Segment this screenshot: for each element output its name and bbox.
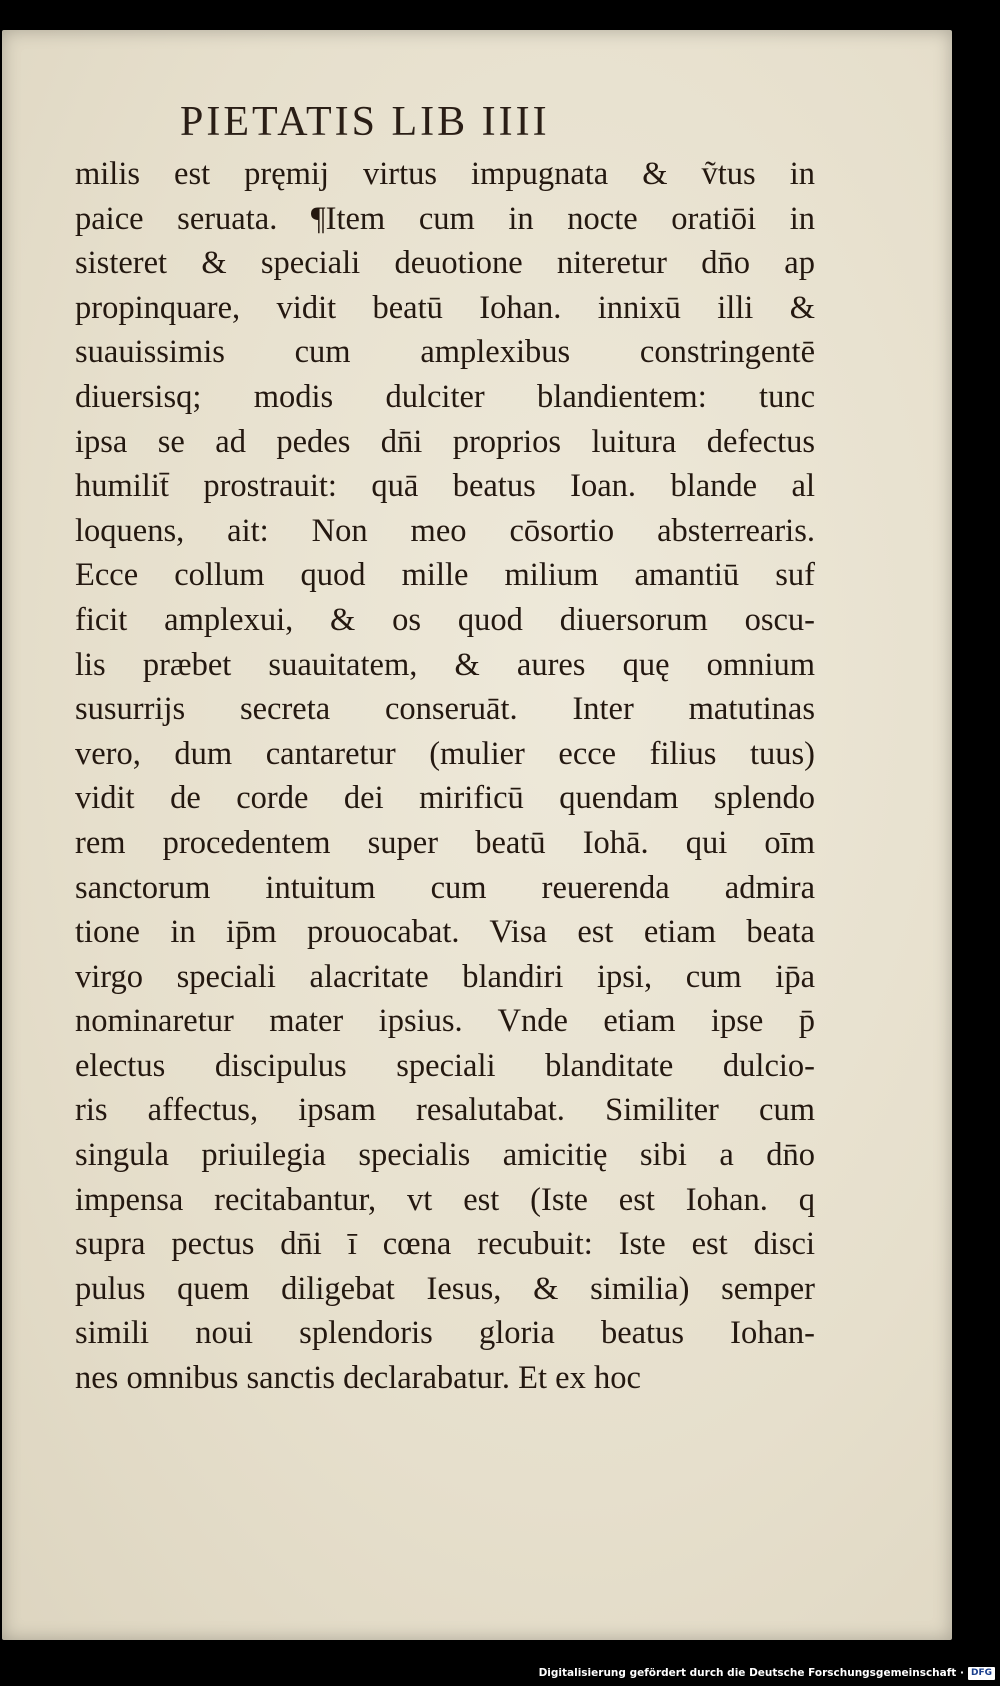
text-line: sisteret & speciali deuotione niteretur dn̄o ap: [75, 245, 815, 282]
text-line: vero, dum cantaretur (mulier ecce filius tuus): [75, 735, 815, 772]
text-line: electus discipulus speciali blanditate dulcio-: [75, 1047, 815, 1084]
text-line: impensa recitabantur, vt est (Iste est Iohan. q: [75, 1181, 815, 1218]
text-line: milis est pręmij virtus impugnata & ṽtus in: [75, 156, 815, 192]
text-line: loquens, ait: Non meo cōsortio absterrearis.: [75, 512, 815, 549]
text-line: susurrijs secreta conseruāt. Inter matutinas: [75, 691, 815, 728]
dfg-logo-icon: DFG: [968, 1667, 995, 1680]
text-line: singula priuilegia specialis amicitię sibi a dn̄o: [75, 1137, 815, 1174]
text-line: supra pectus dn̄i ī cœna recubuit: Iste est disci: [75, 1226, 815, 1263]
credit-text: Digitalisierung gefördert durch die Deutsche Forschungsgemeinschaft ·: [538, 1667, 964, 1679]
text-block: [75, 152, 815, 1401]
text-line: lis præbet suauitatem, & aures quę omnium: [75, 646, 815, 683]
running-head: PIETATIS LIB IIII: [180, 99, 550, 145]
text-line: paice seruata. ¶Item cum in nocte oratiōi in: [75, 200, 815, 237]
text-line: vidit de corde dei mirificū quendam splendo: [75, 780, 815, 817]
text-line: ficit amplexui, & os quod diuersorum oscu-: [75, 601, 815, 638]
book-page: [2, 30, 952, 1640]
text-line: Ecce collum quod mille milium amantiū suf: [75, 557, 815, 594]
text-line: rem procedentem super beatū Iohā. qui oīm: [75, 824, 815, 861]
text-line: nes omnibus sanctis declarabatur. Et ex hoc: [75, 1360, 641, 1397]
text-line: tione in ip̄m prouocabat. Visa est etiam beata: [75, 914, 815, 951]
text-line: humilit̄ prostrauit: quā beatus Ioan. blande al: [75, 468, 815, 505]
text-line: pulus quem diligebat Iesus, & similia) semper: [75, 1270, 815, 1307]
text-line: simili noui splendoris gloria beatus Iohan-: [75, 1315, 815, 1352]
text-line: propinquare, vidit beatū Iohan. innixū illi &: [75, 289, 815, 326]
text-line: nominaretur mater ipsius. Vnde etiam ipse p̄: [75, 1003, 815, 1040]
text-line: diuersisq; modis dulciter blandientem: tunc: [75, 378, 815, 415]
text-line: ris affectus, ipsam resalutabat. Similiter cum: [75, 1092, 815, 1129]
text-line: sanctorum intuitum cum reuerenda admira: [75, 869, 815, 906]
text-line: ipsa se ad pedes dn̄i proprios luitura defectus: [75, 423, 815, 460]
text-line: suauissimis cum amplexibus constringentē: [75, 334, 815, 371]
digitization-credit: [539, 1664, 995, 1682]
text-line: virgo speciali alacritate blandiri ipsi, cum ip̄a: [75, 958, 815, 995]
